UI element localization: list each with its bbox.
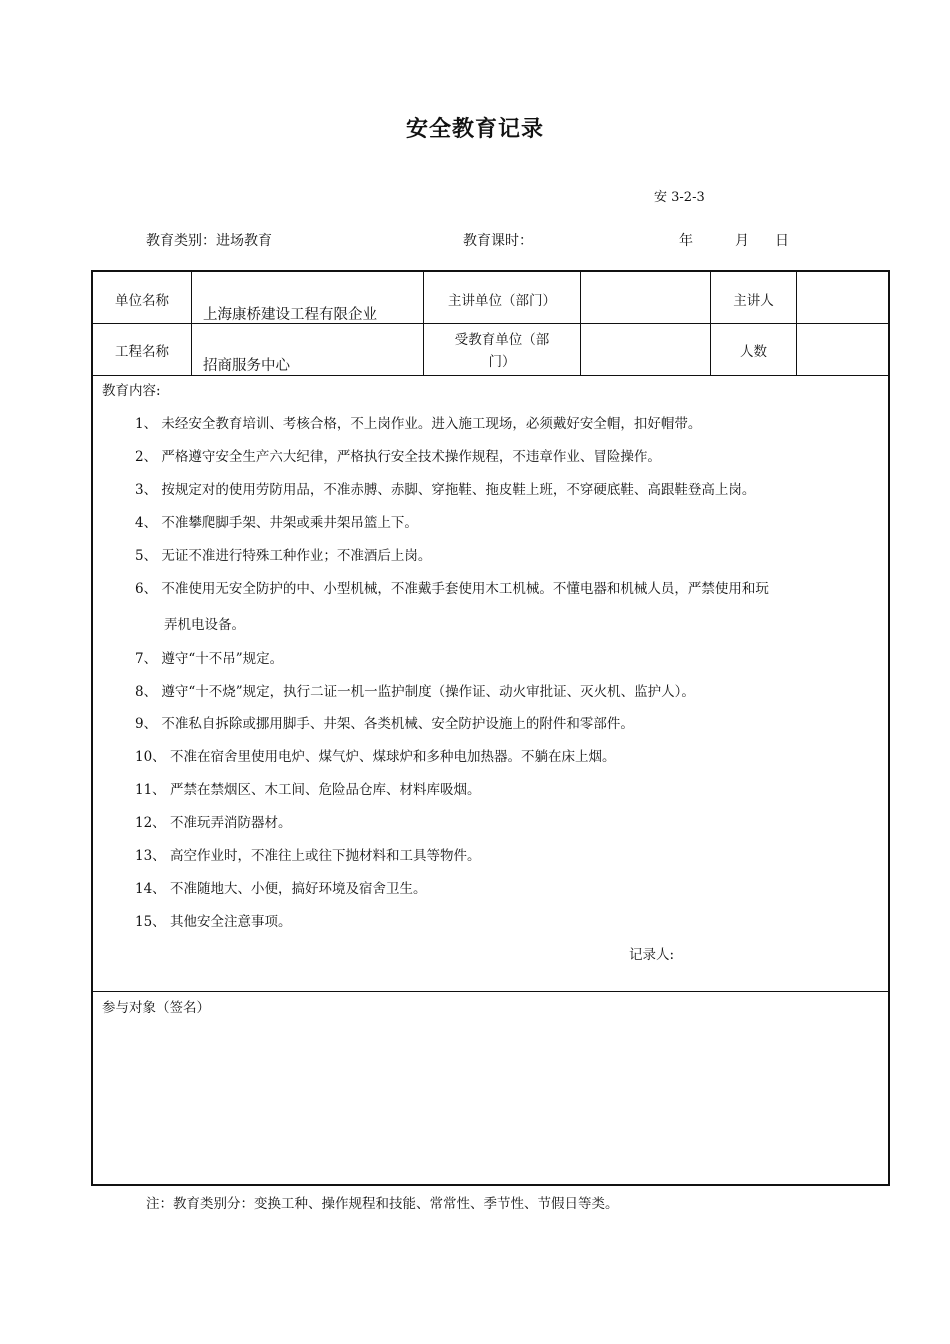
project-name-label: 工程名称 — [115, 344, 169, 360]
project-name-value: 招商服务中心 — [203, 358, 290, 374]
lecture-unit-field[interactable] — [581, 272, 710, 323]
document-title: 安全教育记录 — [405, 116, 544, 142]
unit-name-label: 单位名称 — [115, 293, 169, 309]
row-divider — [93, 375, 888, 376]
date-day: 日 — [775, 233, 789, 249]
lecture-unit-label: 主讲单位（部门） — [448, 293, 556, 309]
content-heading: 教育内容: — [102, 383, 161, 399]
content-item: 10、 不准在宿舍里使用电炉、煤气炉、煤球炉和多种电加热器。不躺在床上烟。 — [135, 749, 616, 765]
form-code: 安 3-2-3 — [654, 190, 705, 205]
content-item: 12、 不准玩弄消防器材。 — [135, 815, 292, 831]
footnote: 注：教育类别分：变换工种、操作规程和技能、常常性、季节性、节假日等类。 — [146, 1196, 619, 1212]
content-item: 15、 其他安全注意事项。 — [135, 914, 292, 930]
education-record-form — [91, 270, 890, 1186]
column-divider — [191, 272, 192, 375]
count-label: 人数 — [740, 344, 767, 360]
content-item: 6、 不准使用无安全防护的中、小型机械，不准戴手套使用木工机械。不懂电器和机械人员，严禁使用和玩 — [135, 581, 769, 597]
content-item: 8、 遵守“十不烧”规定，执行二证一机一监护制度（操作证、动火审批证、灭火机、监护人）。 — [135, 684, 695, 700]
content-item: 4、 不准攀爬脚手架、井架或乘井架吊篮上下。 — [135, 515, 418, 531]
content-item: 11、 严禁在禁烟区、木工间、危险品仓库、材料库吸烟。 — [135, 782, 481, 798]
trainee-unit-label: 受教育单位（部 — [454, 332, 550, 348]
content-item: 3、 按规定对的使用劳防用品，不准赤膊、赤脚、穿拖鞋、拖皮鞋上班，不穿硬底鞋、高跟鞋登高上岗。 — [135, 482, 756, 498]
unit-name-value: 上海康桥建设工程有限企业 — [203, 307, 377, 323]
participants-label: 参与对象（签名） — [102, 1000, 210, 1016]
trainee-unit-field[interactable] — [581, 324, 710, 375]
content-item: 1、 未经安全教育培训、考核合格，不上岗作业。进入施工现场，必须戴好安全帽，扣好帽带。 — [135, 416, 702, 432]
lecturer-label: 主讲人 — [733, 293, 774, 309]
date-month: 月 — [735, 233, 749, 249]
content-item-continuation: 弄机电设备。 — [164, 617, 245, 633]
content-item: 2、 严格遵守安全生产六大纪律，严格执行安全技术操作规程，不违章作业、冒险操作。 — [135, 449, 661, 465]
recorder-label: 记录人: — [629, 947, 675, 963]
content-item: 7、 遵守“十不吊”规定。 — [135, 651, 284, 667]
education-category: 教育类别：进场教育 — [146, 233, 272, 249]
content-item: 5、 无证不准进行特殊工种作业；不准酒后上岗。 — [135, 548, 432, 564]
content-item: 9、 不准私自拆除或挪用脚手、井架、各类机械、安全防护设施上的附件和零部件。 — [135, 716, 634, 732]
row-divider — [93, 991, 888, 992]
content-item: 13、 高空作业时，不准往上或往下抛材料和工具等物件。 — [135, 848, 481, 864]
education-hours: 教育课时： — [463, 233, 533, 249]
lecturer-field[interactable] — [797, 272, 890, 323]
content-item: 14、 不准随地大、小便，搞好环境及宿舍卫生。 — [135, 881, 427, 897]
trainee-unit-label-cont: 门） — [488, 354, 516, 370]
count-field[interactable] — [797, 324, 890, 375]
participants-signature-area[interactable] — [93, 1017, 888, 1182]
date-year: 年 — [679, 233, 693, 249]
